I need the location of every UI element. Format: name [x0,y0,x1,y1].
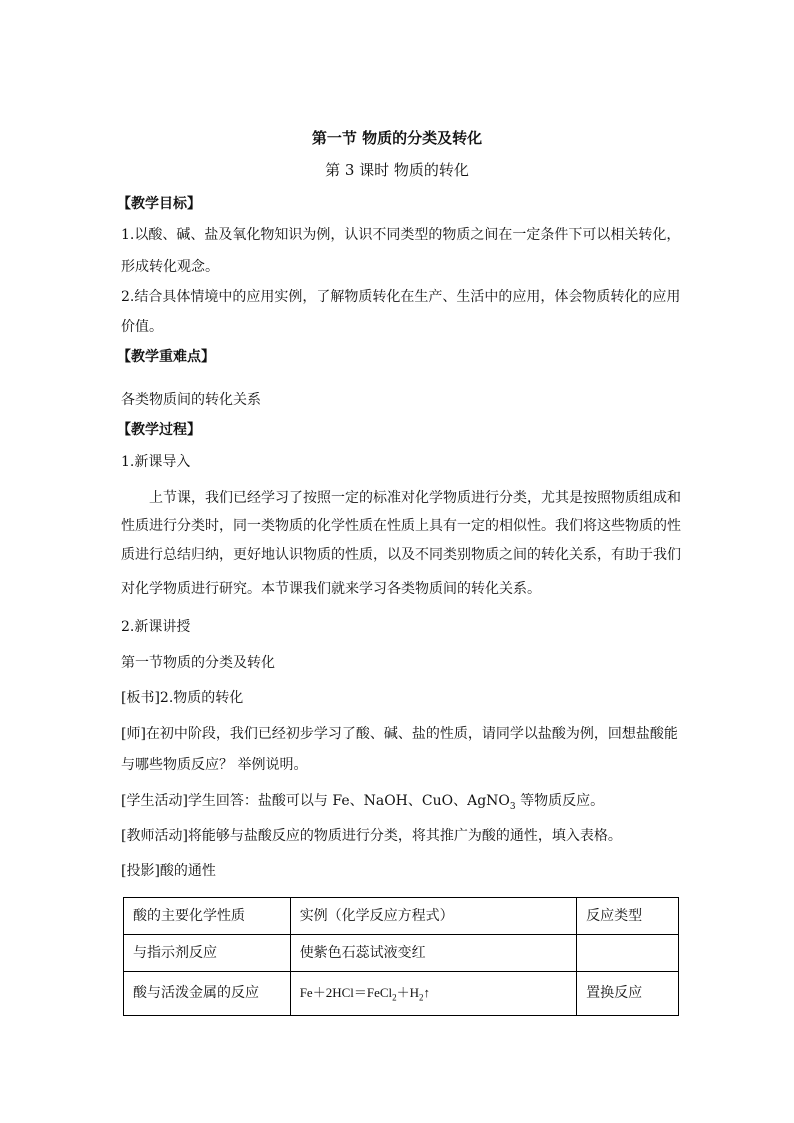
intro-line-3: 质进行总结归纳，更好地认识物质的性质，以及不同类别物质之间的转化关系，有助于我们 [121,547,681,563]
intro-line-1: 上节课，我们已经学习了按照一定的标准对化学物质进行分类，尤其是按照物质组成和 [149,490,681,506]
heading-key-points: 【教学重难点】 [117,349,215,365]
step-1-label: 1.新课导入 [121,454,191,470]
student-activity [121,792,604,816]
table-header-row [124,898,679,935]
equation-subscript: 2 [419,992,424,1003]
intro-line-2: 性质进行分类时，同一类物质的化学性质在性质上具有一定的相似性。我们将这些物质的性 [121,518,681,534]
board-note: [板书]2.物质的转化 [121,690,244,706]
table-header-cell: 酸的主要化学性质 [124,898,291,935]
key-point-text: 各类物质间的转化关系 [121,392,261,408]
table-cell-equation [290,972,576,1016]
table-header-cell: 反应类型 [577,898,679,935]
acid-properties-table [123,897,679,1016]
heading-goals: 【教学目标】 [117,196,201,212]
section-name: 第一节物质的分类及转化 [121,655,275,671]
teacher-question-line-2: 与哪些物质反应？ 举例说明。 [121,757,308,773]
table-cell [577,935,679,972]
table-cell: 使紫色石蕊试液变红 [290,935,576,972]
teacher-question-line-1: [师]在初中阶段，我们已经初步学习了酸、碱、盐的性质，请同学以盐酸为例，回想盐酸能 [121,726,678,742]
intro-line-4: 对化学物质进行研究。本节课我们就来学习各类物质间的转化关系。 [121,581,541,597]
student-activity-suffix: 等物质反应。 [515,793,605,809]
table-header-cell: 实例（化学反应方程式） [290,898,576,935]
projection-label: [投影]酸的通性 [121,863,216,879]
table-cell: 酸与活泼金属的反应 [124,972,291,1016]
goal-2-line-2: 价值。 [121,319,163,335]
heading-process: 【教学过程】 [117,422,201,438]
student-activity-text: [学生活动]学生回答：盐酸可以与 Fe、NaOH、CuO、AgNO [121,793,510,809]
table-row [124,935,679,972]
equation-part: Fe＋2HCl＝FeCl [299,985,393,1000]
page-subtitle: 第 3 课时 物质的转化 [325,161,469,179]
table-cell: 与指示剂反应 [124,935,291,972]
step-2-label: 2.新课讲授 [121,619,191,635]
student-activity-subscript: 3 [509,801,516,812]
goal-2-line-1: 2.结合具体情境中的应用实例，了解物质转化在生产、生活中的应用，体会物质转化的应用 [121,289,681,305]
teacher-activity: [教师活动]将能够与盐酸反应的物质进行分类，将其推广为酸的通性，填入表格。 [121,828,622,844]
table-cell: 置换反应 [577,972,679,1016]
page-title: 第一节 物质的分类及转化 [311,129,483,147]
equation-part: ↑ [423,985,431,1000]
goal-1-line-2: 形成转化观念。 [121,259,219,275]
table-row [124,972,679,1016]
equation-subscript: 2 [392,992,397,1003]
equation-part: ＋H [396,985,420,1000]
goal-1-line-1: 1.以酸、碱、盐及氧化物知识为例，认识不同类型的物质之间在一定条件下可以相关转化， [121,227,681,243]
